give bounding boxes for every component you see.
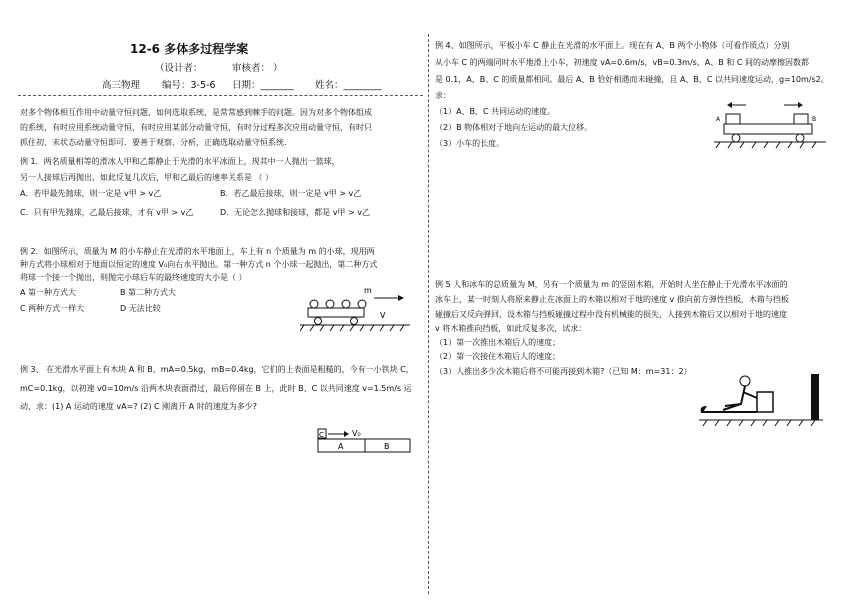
ex2-stem: 例 2．如图所示，质量为 M 的小车静止在光滑的水平地面上，车上有 n 个质量为 m 的小球，现用两 — [20, 247, 375, 256]
arrow-head — [798, 102, 803, 108]
ex5-sled-figure — [695, 372, 830, 432]
right-column — [435, 0, 845, 607]
ex4-plank-figure — [710, 100, 830, 155]
ex5-question: （2）第一次接住木箱后人的速度； — [435, 352, 561, 361]
wheel — [315, 318, 322, 325]
ex3-stem: 例 3、 在光滑水平面上有木块 A 和 B，mA=0.5kg，mB=0.4kg，它们的上表面是粗糙的，今有一小铁块 C， — [20, 365, 414, 374]
ball — [326, 300, 334, 308]
ex1-option-b: B．若乙最后接球，则一定是 v甲 > v乙 — [220, 189, 362, 198]
wheel — [732, 134, 740, 142]
ball — [342, 300, 350, 308]
wheel — [351, 318, 358, 325]
ground-hatch — [300, 325, 404, 331]
ex4-stem: 是 0.1，A、B、C 的质量都相同。最后 A、B 恰好相遇而未碰撞，且 A、B、C 以共同速度运动，g=10m/s2。 — [435, 75, 829, 84]
ex2-cart-figure — [300, 283, 415, 335]
grade-label: 高三物理 — [102, 80, 141, 91]
block-b-label: B — [384, 442, 390, 451]
ex5-question: （1）第一次推出木箱后人的速度； — [435, 338, 561, 347]
page-title: 12-6 多体多过程学案 — [130, 42, 249, 56]
cart-body — [308, 308, 364, 317]
ground-hatch — [716, 142, 816, 148]
ex1-option-a: A．若甲最先抛球，则一定是 v甲 > v乙 — [20, 189, 162, 198]
label-a: A — [716, 116, 721, 123]
ex4-question: （3）小车的长度。 — [435, 139, 505, 148]
ex2-option-c: C 两种方式一样大 — [20, 304, 85, 313]
ex3-stem: mC=0.1kg，以初速 v0=10m/s 沿两木块表面滑过，最后停留在 B 上，此时 B、C 以共同速度 v=1.5m/s 运 — [20, 384, 412, 393]
ex5-stem: v 将木箱推向挡板，如此反复多次，试求： — [435, 324, 587, 333]
code-label: 编号：3-5-6 — [162, 80, 216, 91]
arrow-head — [398, 295, 404, 301]
ex4-stem: 从小车 C 的两端同时水平地滑上小车，初速度 vA=0.6m/s，vB=0.3m/s，A、B 和 C 间的动摩擦因数都 — [435, 58, 809, 67]
name-label: 姓名：________ — [315, 80, 382, 91]
intro-line: 的系统，有时应用系统动量守恒，有时应用某部分动量守恒，有时分过程多次应用动量守恒，有时只 — [20, 123, 372, 132]
ex1-stem: 例 1．两名质量相等的滑冰人甲和乙都静止于光滑的水平冰面上，现其中一人抛出一篮球， — [20, 157, 340, 166]
ex2-option-b: B 第二种方式大 — [120, 288, 177, 297]
reviewer-label: 审核者： ） — [232, 63, 283, 74]
ex2-option-d: D 无法比较 — [120, 304, 161, 313]
ex4-question: （1）A、B、C 共同运动的速度。 — [435, 107, 556, 116]
block-b — [794, 114, 808, 124]
wooden-box — [757, 392, 773, 412]
label-b: B — [812, 116, 817, 123]
ex5-question: （3）人推出多少次木箱后将不可能再接到木箱?（已知 M：m=31：2） — [435, 367, 692, 376]
ex3-blocks-figure — [314, 428, 414, 456]
ex2-stem: 将球一个接一个抛出，则抛完小球后车的最终速度的大小是（ ） — [20, 273, 247, 282]
ex4-question: （2）B 物体相对于地向左运动的最大位移。 — [435, 123, 593, 132]
ball — [358, 300, 366, 308]
v0-label: V₀ — [352, 429, 361, 438]
wheel — [796, 134, 804, 142]
ground-hatch — [703, 420, 815, 426]
person-head — [740, 376, 750, 386]
velocity-label: V — [380, 311, 386, 320]
ex4-stem: 例 4、如图所示，平板小车 C 静止在光滑的水平面上。现在有 A、B 两个小物体（可看作质点）分别 — [435, 41, 790, 50]
plank-c — [724, 124, 812, 134]
ex1-stem: 另一人接球后再抛出，如此反复几次后，甲和乙最后的速率关系是 （ ） — [20, 173, 274, 182]
column-divider — [428, 34, 429, 594]
elastic-wall — [811, 374, 819, 420]
arrow-head — [344, 431, 349, 437]
designer-label: （设计者： — [155, 63, 203, 74]
intro-line: 对多个物体相互作用中动量守恒问题，如何选取系统，是常常感到棘手的问题。因为对多个物体组成 — [20, 108, 372, 117]
block-c-label: C — [319, 431, 324, 439]
ex2-option-a: A 第一种方式大 — [20, 288, 77, 297]
ex4-stem: 求： — [435, 91, 451, 100]
mass-label: m — [364, 286, 372, 295]
date-label: 日期：_______ — [232, 80, 294, 91]
ball — [310, 300, 318, 308]
ex3-stem: 动，求：(1) A 运动的速度 vA=? (2) C 刚离开 A 时的速度为多少? — [20, 402, 257, 411]
person-body — [723, 386, 757, 410]
ex1-option-d: D．无论怎么抛球和接球，都是 v甲 > v乙 — [220, 208, 370, 217]
ex5-stem: 碰撞后又反向弹回，设木箱与挡板碰撞过程中没有机械能的损失，人接到木箱后又以相对于地的速度 — [435, 310, 787, 319]
block-a-label: A — [338, 442, 344, 451]
ex5-stem: 例 5 人和冰车的总质量为 M，另有一个质量为 m 的竖固木箱，开始时人坐在静止于光滑水平冰面的 — [435, 280, 788, 289]
arrow-head — [727, 102, 732, 108]
ex5-stem: 冰车上，某一时刻人将原来静止在冰面上的木箱以相对于地的速度 v 推向前方弹性挡板，木箱与挡板 — [435, 295, 789, 304]
intro-line: 抓住初、末状态动量守恒即可．要善于观察、分析，正确选取动量守恒系统. — [20, 138, 287, 147]
ex1-option-c: C．只有甲先抛球，乙最后接球，才有 v甲 > v乙 — [20, 208, 194, 217]
ex2-stem: 种方式将小球相对于地面以恒定的速度 V₀向右水平抛出。第一种方式 n 个小球一起抛出，第二种方式 — [20, 260, 378, 269]
block-a — [726, 114, 740, 124]
